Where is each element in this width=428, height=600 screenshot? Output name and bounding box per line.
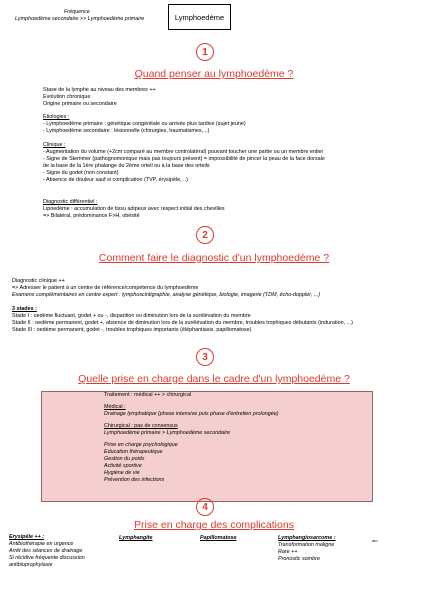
clinique-line: - Signe de Stemmer (pathognomonique mais pas toujours présent) = impossibilité de pincer la peau de la face dorsale xyxy=(43,156,325,162)
section-3-number: 3 xyxy=(196,348,214,366)
etiologies-title: Etiologies : xyxy=(43,114,70,120)
section-1-heading: Quand penser au lymphoedème ? xyxy=(134,68,294,80)
papillomatose-title: Papillomatose xyxy=(200,535,237,541)
lymphangiosarcome-line: Transformation maligne xyxy=(278,542,335,548)
intro-line: Evolution chronique xyxy=(43,94,91,100)
chirurgical-title: Chirurgical : pas de consensus xyxy=(104,423,178,429)
erysipele-line: Antibiothérapie en urgence xyxy=(9,541,74,547)
intro-line: Origine primaire ou secondaire xyxy=(43,101,117,107)
stade-line: Stade III : oedème permanent, godet -, troubles trophiques importants (éléphantiasis, papillomatose) xyxy=(12,327,252,333)
section-4-heading: Prise en charge des complications xyxy=(134,519,294,531)
clinique-line: - Augmentation du volume (+2cm comparé au membre controlatéral) pouvant toucher une partie ou un membre entier xyxy=(43,149,324,155)
differential-block xyxy=(43,199,225,220)
etiologies-block xyxy=(43,114,246,135)
pec-line: Prévention des infections xyxy=(104,477,165,483)
differential-line: Lipoedème : accumulation de tissu adipeux avec respect initial des chevilles xyxy=(43,206,225,212)
lymphangiosarcome-line: Rare ++ xyxy=(278,549,298,555)
section-1-number: 1 xyxy=(196,43,214,61)
etiology-line: - Lymphoedème primaire : génétique congénitale ou arrivée plus tardive (sujet jeune) xyxy=(43,121,246,127)
clinique-title: Clinique : xyxy=(43,142,66,148)
traitement-line: Traitement : médical ++ > chirurgical xyxy=(104,392,192,398)
intro-line: Stase de la lymphe au niveau des membres ++ xyxy=(43,87,156,93)
erysipele-line: Arrêt des séances de drainage xyxy=(9,548,83,554)
clinique-line: - Signe du godet (non constant) xyxy=(43,170,119,176)
clinique-block xyxy=(43,142,325,184)
erysipele-line: antibioprophylaxie xyxy=(9,562,53,568)
etiology-line: - Lymphoedème secondaire : lésionnelle (chirurgies, traumatismes, ..) xyxy=(43,128,210,134)
clinique-line: de la base de la 1ère phalange du 2ème orteil ou à la base des orteils xyxy=(43,163,210,169)
differential-line: => Bilatéral, prédominance F>H, obésité xyxy=(43,213,140,219)
diagnostic-line: Diagnostic clinique ++ xyxy=(12,278,65,284)
frequence-label: Fréquence xyxy=(64,9,90,15)
frequence-ratio: Lymphoedème secondaire >> Lymphoedème primaire xyxy=(15,16,145,22)
section-1-intro xyxy=(43,87,156,108)
pec-line: Education thérapeutique xyxy=(104,449,163,455)
differential-title: Diagnostic différentiel : xyxy=(43,199,98,205)
pec-line: Hygiène de vie xyxy=(104,470,140,476)
lymphangiosarcome-block xyxy=(278,535,336,563)
diagnostic-line: => Adresser le patient à un centre de référence/compétence du lymphoedème xyxy=(12,285,199,291)
stades-block xyxy=(12,306,353,334)
footer-mark: am xyxy=(372,538,378,543)
stades-title: 3 stades : xyxy=(12,306,37,312)
section-2-heading: Comment faire le diagnostic d'un lymphoedème ? xyxy=(98,252,330,264)
lymphangiosarcome-title: Lymphangiosarcome : xyxy=(278,535,336,541)
medical-line: Drainage lymphatique (phase intensive puis phase d'entretien prolongée) xyxy=(104,411,279,417)
medical-title: Médical : xyxy=(104,404,126,410)
diagnostic-line: Examens complémentaires en centre expert : lymphoscintigraphie, analyse génétique, biologie, imagerie (TDM, écho-doppler, ...) xyxy=(12,292,321,298)
erysipele-block xyxy=(9,534,85,569)
section-3-heading: Quelle prise en charge dans le cadre d'un lymphoedème ? xyxy=(78,373,350,385)
erysipele-line: Si récidive fréquente discussion xyxy=(9,555,85,561)
diagnostic-block xyxy=(12,278,320,299)
chirurgical-line: Lymphoedème primaire > Lymphoedème secondaire xyxy=(104,430,231,436)
pec-line: Prise en charge psychologique xyxy=(104,442,178,448)
stade-line: Stade I : oedème fluctuant, godet + ou -, disparition ou diminution lors de la surélévation du membre xyxy=(12,313,251,319)
section-2-number: 2 xyxy=(196,226,214,244)
pec-line: Gestion du poids xyxy=(104,456,145,462)
section-4-number: 4 xyxy=(196,498,214,516)
treatment-content xyxy=(104,392,279,484)
erysipele-title: Erysipèle ++ : xyxy=(9,534,45,540)
lymphangite-title: Lymphangite xyxy=(119,535,153,541)
page-title: Lymphoedème xyxy=(168,4,231,30)
stade-line: Stade II : oedème permanent, godet +, absence de diminution lors de la surélévation du membre, troubles trophiques débutants (induration, ...) xyxy=(12,320,353,326)
pec-line: Activité sportive xyxy=(104,463,142,469)
lymphangiosarcome-line: Pronostic sombre xyxy=(278,556,320,562)
clinique-line: - Absence de douleur sauf si complication (TVP, érysipèle, ..) xyxy=(43,177,188,183)
